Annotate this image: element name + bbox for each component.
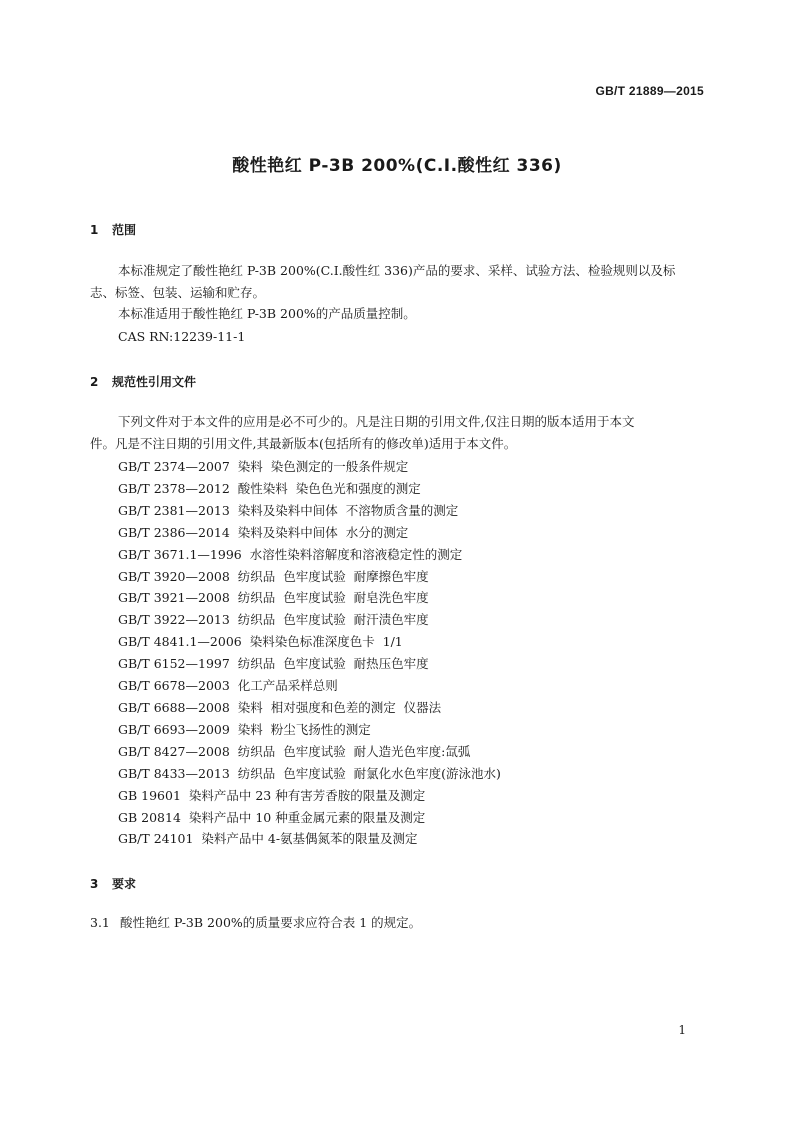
reference-item: GB/T 3920—2008 纺织品 色牢度试验 耐摩擦色牢度	[118, 568, 429, 584]
reference-item: GB/T 3921—2008 纺织品 色牢度试验 耐皂洗色牢度	[118, 590, 429, 606]
section-3-number: 3	[90, 877, 99, 891]
reference-item: GB/T 3922—2013 纺织品 色牢度试验 耐汗渍色牢度	[118, 612, 429, 628]
reference-item: GB/T 2374—2007 染料 染色测定的一般条件规定	[118, 459, 409, 474]
section-2-title: 规范性引用文件	[112, 375, 197, 389]
section-1-paragraph-1-line-2: 志、标签、包装、运输和贮存。	[90, 285, 266, 300]
reference-item: GB/T 6678—2003 化工产品采样总则	[118, 678, 338, 694]
section-2-heading	[90, 373, 196, 390]
subsection-3-1-text: 酸性艳红 P-3B 200%的质量要求应符合表 1 的规定。	[120, 915, 422, 930]
normative-references-list	[118, 456, 501, 850]
section-1-paragraph-1-line-1: 本标准规定了酸性艳红 P-3B 200%(C.I.酸性红 336)产品的要求、采样、试验方法、检验规则以及标	[118, 263, 676, 278]
section-3-heading	[90, 875, 136, 892]
reference-item: GB/T 8433—2013 纺织品 色牢度试验 耐氯化水色牢度(游泳池水)	[118, 765, 501, 781]
section-1-paragraph-1	[90, 260, 706, 282]
cas-number: CAS RN:12239-11-1	[118, 329, 246, 344]
reference-item: GB/T 8427—2008 纺织品 色牢度试验 耐人造光色牢度:氙弧	[118, 743, 471, 759]
section-1-paragraph-1-cont	[90, 282, 706, 304]
reference-item: GB/T 2378—2012 酸性染料 染色色光和强度的测定	[118, 480, 421, 496]
subsection-3-1	[90, 913, 421, 931]
reference-item: GB/T 2386—2014 染料及染料中间体 水分的测定	[118, 524, 409, 540]
document-title: 酸性艳红 P-3B 200%(C.I.酸性红 336)	[232, 156, 562, 176]
reference-item: GB/T 4841.1—2006 染料染色标准深度色卡 1/1	[118, 634, 403, 650]
subsection-3-1-number: 3.1	[90, 915, 110, 930]
reference-item: GB/T 2381—2013 染料及染料中间体 不溶物质含量的测定	[118, 502, 459, 518]
reference-item: GB/T 24101 染料产品中 4-氨基偶氮苯的限量及测定	[118, 831, 418, 847]
section-2-number: 2	[90, 375, 99, 389]
reference-item: GB/T 6693—2009 染料 粉尘飞扬性的测定	[118, 721, 371, 737]
section-1-title: 范围	[112, 223, 137, 237]
standard-code: GB/T 21889—2015	[595, 84, 704, 98]
reference-item: GB 20814 染料产品中 10 种重金属元素的限量及测定	[118, 809, 426, 825]
section-1-heading	[90, 221, 136, 238]
reference-item: GB/T 3671.1—1996 水溶性染料溶解度和溶液稳定性的测定	[118, 546, 463, 562]
page-number: 1	[678, 1023, 686, 1037]
reference-item: GB/T 6688—2008 染料 相对强度和色差的测定 仪器法	[118, 699, 442, 715]
section-2-intro-line-2: 件。凡是不注日期的引用文件,其最新版本(包括所有的修改单)适用于本文件。	[90, 436, 517, 451]
reference-item: GB/T 6152—1997 纺织品 色牢度试验 耐热压色牢度	[118, 656, 429, 672]
section-1-paragraph-2: 本标准适用于酸性艳红 P-3B 200%的产品质量控制。	[118, 306, 416, 321]
section-3-title: 要求	[112, 877, 137, 891]
section-1-number: 1	[90, 223, 99, 237]
section-2-intro-line-1: 下列文件对于本文件的应用是必不可少的。凡是注日期的引用文件,仅注日期的版本适用于本文	[118, 414, 635, 429]
reference-item: GB 19601 染料产品中 23 种有害芳香胺的限量及测定	[118, 787, 426, 803]
